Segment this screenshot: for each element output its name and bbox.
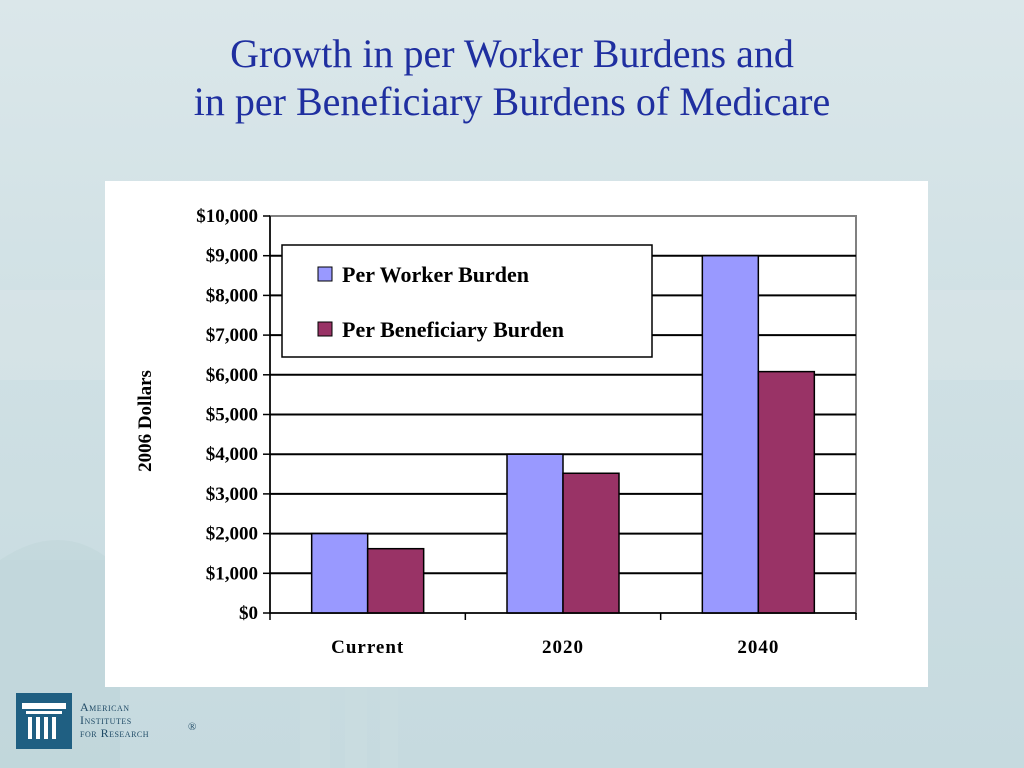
y-tick-label: $5,000 <box>205 404 258 426</box>
y-tick-label: $0 <box>239 603 258 624</box>
y-tick-label: $6,000 <box>205 364 258 386</box>
bar-per-worker <box>702 256 758 613</box>
y-tick-label: $9,000 <box>205 245 258 267</box>
y-tick-label: $10,000 <box>196 206 258 227</box>
bar-per-beneficiary <box>563 473 619 613</box>
y-tick-label: $2,000 <box>205 523 258 545</box>
legend-label: Per Worker Burden <box>342 262 529 287</box>
bar-per-worker <box>312 534 368 613</box>
y-tick-label: $3,000 <box>205 483 258 505</box>
y-tick-label: $8,000 <box>205 285 258 307</box>
bar-per-worker <box>507 454 563 613</box>
building-icon <box>16 693 72 749</box>
logo-line-2: Institutes <box>80 713 132 727</box>
x-tick-label: 2040 <box>737 637 780 658</box>
legend-swatch <box>318 267 332 281</box>
legend <box>282 245 652 357</box>
y-tick-label: $4,000 <box>205 444 258 466</box>
chart-panel <box>105 181 928 687</box>
x-tick-label: 2020 <box>542 637 584 658</box>
slide-title-line-1: Growth in per Worker Burdens and <box>230 31 794 76</box>
legend-swatch <box>318 322 332 336</box>
bar-per-beneficiary <box>758 372 814 613</box>
y-axis-label: 2006 Dollars <box>135 370 156 472</box>
logo-line-1: American <box>80 700 130 714</box>
y-tick-label: $7,000 <box>205 325 258 347</box>
legend-label: Per Beneficiary Burden <box>342 317 564 342</box>
slide-title <box>0 30 1024 126</box>
x-tick-label: Current <box>331 637 405 658</box>
registered-mark: ® <box>188 721 197 733</box>
logo-line-3: for Research <box>80 726 150 740</box>
logo-wordmark <box>80 701 149 740</box>
bar-chart <box>105 181 928 687</box>
bar-per-beneficiary <box>368 549 424 613</box>
organization-logo <box>16 693 216 753</box>
slide-title-line-2: in per Beneficiary Burdens of Medicare <box>193 79 831 124</box>
y-tick-label: $1,000 <box>205 563 258 585</box>
